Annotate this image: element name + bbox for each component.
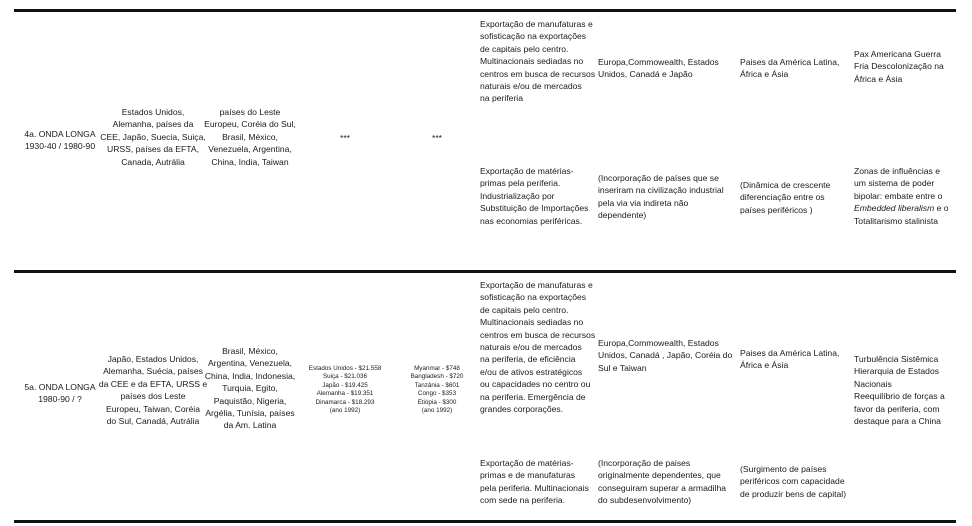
trade-pattern-bottom: Exportação de matérias- primas e de manufaturas pela periferia. Multinacionais com sede na periferia. (480, 458, 589, 506)
periphery-gdp-per-capita: *** (431, 133, 443, 143)
table-top-rule (14, 9, 956, 12)
periphery-zone-bottom: (Dinâmica de crescente diferenciação entre os países periféricos ) (740, 180, 831, 215)
core-zone-top: Europa,Commowealth, Estados Unidos, Canadá , Japão, Coréia do Sul e Taiwan (598, 338, 733, 373)
semi-periphery-countries: países do Leste Europeu, Coréia do Sul, Brasil, México, Venezuela, Argentina, China, India, Taiwan (204, 107, 296, 167)
wave-label: 5a. ONDA LONGA 1980-90 / ? (24, 382, 96, 405)
periphery-zone-bottom: (Surgimento de países periféricos com capacidade de produzir bens de capital) (740, 464, 847, 499)
wave-label: 4a. ONDA LONGA 1930-40 / 1980-90 (24, 129, 96, 152)
core-zone-top: Europa,Commowealth, Estados Unidos, Canadá e Japão (598, 57, 719, 80)
table-middle-rule (14, 270, 956, 273)
periphery-zone-top: Paises da América Latina, África e Ásia (740, 57, 840, 80)
core-countries: Estados Unidos, Alemanha, países da CEE, Japão, Suecia, Suiça, URSS, países da EFTA, Canada, Autrália (100, 107, 206, 167)
trade-pattern-top: Exportação de manufaturas e sofisticação na exportações de capitais pelo centro. Multinacionais sediadas no centros em busca de recursos naturais e/ou de mercados na periferia, de eficiência e/ou de ativos estratégicos ou capacidades no centro ou na periferia. Emergência de grandes corporações. (480, 280, 596, 415)
core-zone-bottom: (Incorporação de paises originalmente dependentes, que conseguiram superar a armadilha do subdesenvolvimento) (598, 458, 727, 506)
core-gdp-per-capita: Estados Unidos - $21.558 Suiça - $21.036 Japão - $19.425 Alemanha - $19.351 Dinamarca - $18.293 (ano 1992) (308, 365, 382, 415)
table-row (14, 275, 956, 519)
geopolitics-top: Pax Americana Guerra Fria Descolonização na África e Ásia (854, 49, 944, 84)
trade-pattern-bottom: Exportação de matérias- primas pela periferia. Industrialização por Substituição de Importações nas economias periféricas. (480, 166, 589, 226)
periphery-zone-top: Paises da América Latina, África e Ásia (740, 348, 840, 371)
geopolitics-top: Turbulência Sistêmica Hierarquia de Estados Nacionais Reequilíbrio de forças a favor da periferia, com destaque para a China (854, 354, 945, 427)
table-bottom-rule (14, 520, 956, 523)
semi-periphery-countries: Brasil, México, Argentina, Venezuela, China, India, Indonesia, Turquia, Egito, Paquistão, Nigeria, Argélia, Tunísia, países da Am. Latina (204, 346, 296, 431)
trade-pattern-top: Exportação de manufaturas e sofisticação na exportações de capitais pelo centro. Multinacionais sediadas no centros em busca de recursos naturais e/ou de mercados na periferia (480, 19, 596, 104)
core-gdp-per-capita: *** (339, 133, 351, 143)
geopolitics-bottom: Zonas de influências e um sistema de poder bipolar: embate entre o Embedded liberalism e o Totalitarismo stalinista (854, 166, 949, 226)
core-zone-bottom: (Incorporação de países que se inseriram na civilização industrial pela via via indireta não dependente) (598, 173, 724, 221)
core-countries: Japão, Estados Unidos, Alemanha, Suécia, países da CEE e da EFTA, URSS e países dos Leste Europeu, Taiwan, Coréia do Sul, Canadá, Autrália (98, 354, 208, 427)
table-row (14, 14, 956, 268)
periphery-gdp-per-capita: Myanmar - $748 Bangladesh - $720 Tanzânia - $601 Congo - $353 Etiópia - $300 (ano 1992) (410, 365, 464, 415)
